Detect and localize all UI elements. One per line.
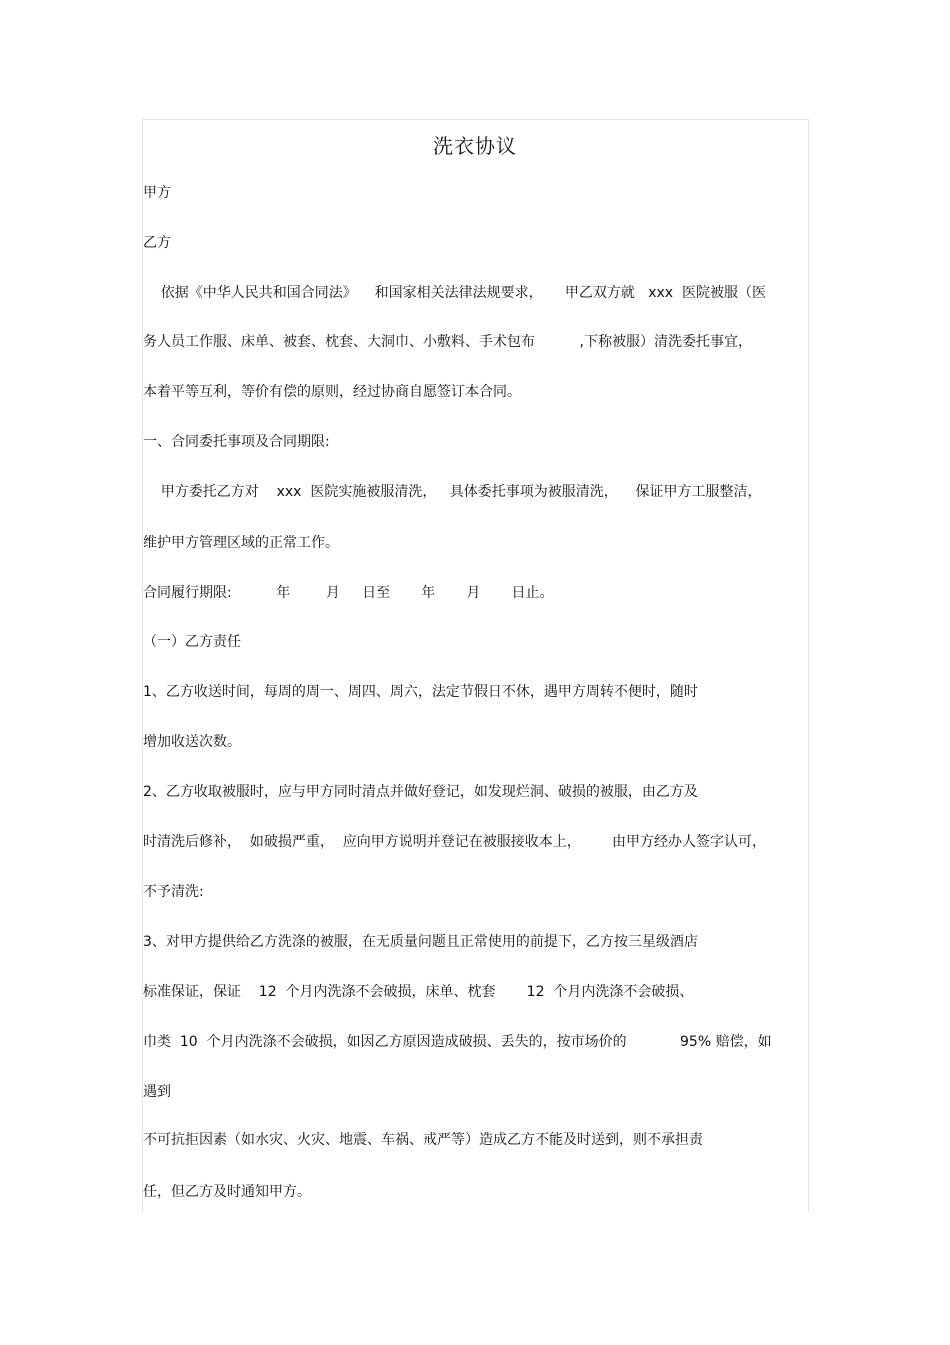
section-1-body-line-1: 甲方委托乙方对 xxx 医院实施被服清洗， 具体委托事项为被服清洗， 保证甲方工服整洁， [143, 484, 762, 500]
responsibility-line-11: 任，但乙方及时通知甲方。 [143, 1184, 311, 1200]
responsibility-line-8: 巾类 10 个月内洗涤不会破损，如因乙方原因造成破损、丢失的，按市场价的 95% 赔偿，如 [143, 1034, 772, 1050]
responsibility-line-9: 遇到 [143, 1084, 171, 1100]
section-1-heading: 一、合同委托事项及合同期限: [143, 434, 330, 450]
responsibility-heading: （一）乙方责任 [143, 634, 241, 650]
document-title: 洗衣协议 [433, 134, 517, 158]
intro-line-3: 本着平等互利，等价有偿的原则，经过协商自愿签订本合同。 [143, 384, 521, 400]
party-a-label: 甲方 [143, 185, 171, 201]
party-b-label: 乙方 [143, 235, 171, 251]
responsibility-line-2: 增加收送次数。 [143, 734, 241, 750]
responsibility-line-1: 1、乙方收送时间，每周的周一、周四、周六，法定节假日不休，遇甲方周转不便时，随时 [143, 684, 698, 700]
responsibility-line-3: 2、乙方收取被服时，应与甲方同时清点并做好登记，如发现烂洞、破损的被服，由乙方及 [143, 784, 698, 800]
responsibility-line-7: 标准保证，保证 12 个月内洗涤不会破损，床单、枕套 12 个月内洗涤不会破损、 [143, 984, 694, 1000]
responsibility-line-5: 不予清洗: [143, 884, 204, 900]
intro-line-2: 务人员工作服、床单、被套、枕套、大洞巾、小敷料、手术包布 ,下称被服）清洗委托事宜， [143, 334, 752, 350]
section-1-body-line-2: 维护甲方管理区域的正常工作。 [143, 535, 339, 551]
responsibility-line-6: 3、对甲方提供给乙方洗涤的被服，在无质量问题且正常使用的前提下，乙方按三星级酒店 [143, 934, 698, 950]
responsibility-line-4: 时清洗后修补， 如破损严重， 应向甲方说明并登记在被服接收本上， 由甲方经办人签字认可， [143, 834, 766, 850]
contract-term: 合同履行期限: 年 月 日至 年 月 日止。 [143, 585, 554, 601]
responsibility-line-10: 不可抗拒因素（如水灾、火灾、地震、车祸、戒严等）造成乙方不能及时送到，则不承担责 [143, 1132, 703, 1148]
intro-line-1: 依据《中华人民共和国合同法》 和国家相关法律法规要求， 甲乙双方就 xxx 医院被服（医 [143, 285, 766, 301]
